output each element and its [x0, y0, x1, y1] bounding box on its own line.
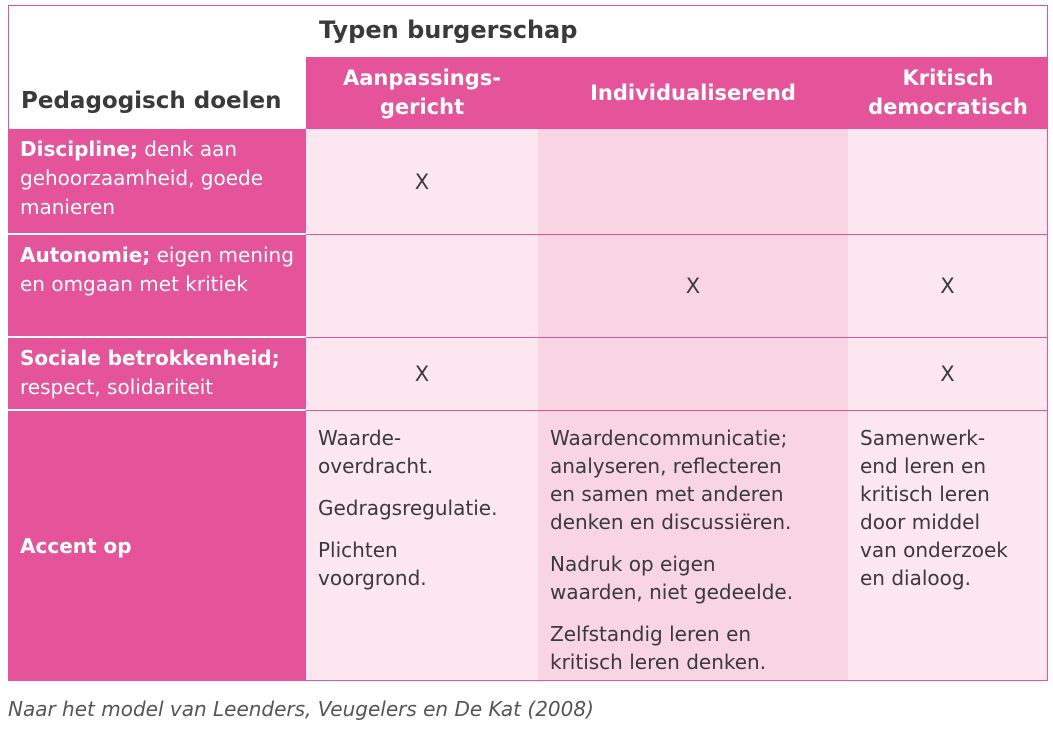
accent-paragraph: Zelfstandig leren en kritisch leren denken.: [550, 622, 767, 674]
row-header-bold: Sociale betrokkenheid;: [20, 346, 280, 370]
table-cell: X: [306, 338, 538, 411]
header-corner: [8, 5, 306, 129]
row-header-accent-op: [8, 411, 306, 681]
row-header-sociale-betrokkenheid: [8, 338, 306, 411]
table-cell: X: [306, 129, 538, 235]
table-cell: [538, 338, 848, 411]
accent-paragraph: Gedragsregulatie.: [318, 496, 498, 520]
table-cell: X: [538, 235, 848, 338]
row-header-bold: Accent op: [20, 533, 132, 558]
citizenship-table: [8, 5, 1048, 681]
accent-paragraph: Waarde- overdracht.: [318, 426, 434, 478]
table-cell: [848, 129, 1048, 235]
table-cell: [306, 235, 538, 338]
column-header-aanpassingsgericht: Aanpassings- gericht: [306, 57, 538, 129]
source-caption: Naar het model van Leenders, Veugelers en De Kat (2008): [8, 697, 594, 721]
table-cell: X: [848, 235, 1048, 338]
table-cell: [538, 129, 848, 235]
row-header-text: respect, solidariteit: [20, 375, 214, 399]
accent-paragraph: Nadruk op eigen waarden, niet gedeelde.: [550, 552, 794, 604]
group-title: Typen burgerschap: [319, 16, 578, 44]
accent-paragraph: Samenwerk- end leren en kritisch leren door middel van onderzoek en dialoog.: [860, 426, 1008, 590]
column-header-kritisch-democratisch: Kritisch democratisch: [848, 57, 1048, 129]
row-header-text: denk aan gehoorzaamheid, goede manieren: [20, 137, 264, 219]
row-header-autonomie: [8, 235, 306, 338]
accent-cell-individualiserend: [538, 411, 848, 681]
accent-cell-aanpassingsgericht: [306, 411, 538, 681]
row-header-discipline: [8, 129, 306, 235]
row-header-bold: Discipline;: [20, 137, 138, 161]
table-cell: X: [848, 338, 1048, 411]
accent-paragraph: Plichten voorgrond.: [318, 538, 427, 590]
row-header-bold: Autonomie;: [20, 243, 151, 267]
accent-paragraph: Waardencommunicatie; analyseren, reflecteren en samen met anderen denken en discussiëren.: [550, 426, 792, 534]
row-header-title: Pedagogisch doelen: [21, 88, 282, 114]
column-header-individualiserend: Individualiserend: [538, 57, 848, 129]
row-header-text: eigen mening en omgaan met kritiek: [20, 243, 294, 296]
group-header: [306, 5, 1048, 57]
accent-cell-kritisch-democratisch: [848, 411, 1048, 681]
